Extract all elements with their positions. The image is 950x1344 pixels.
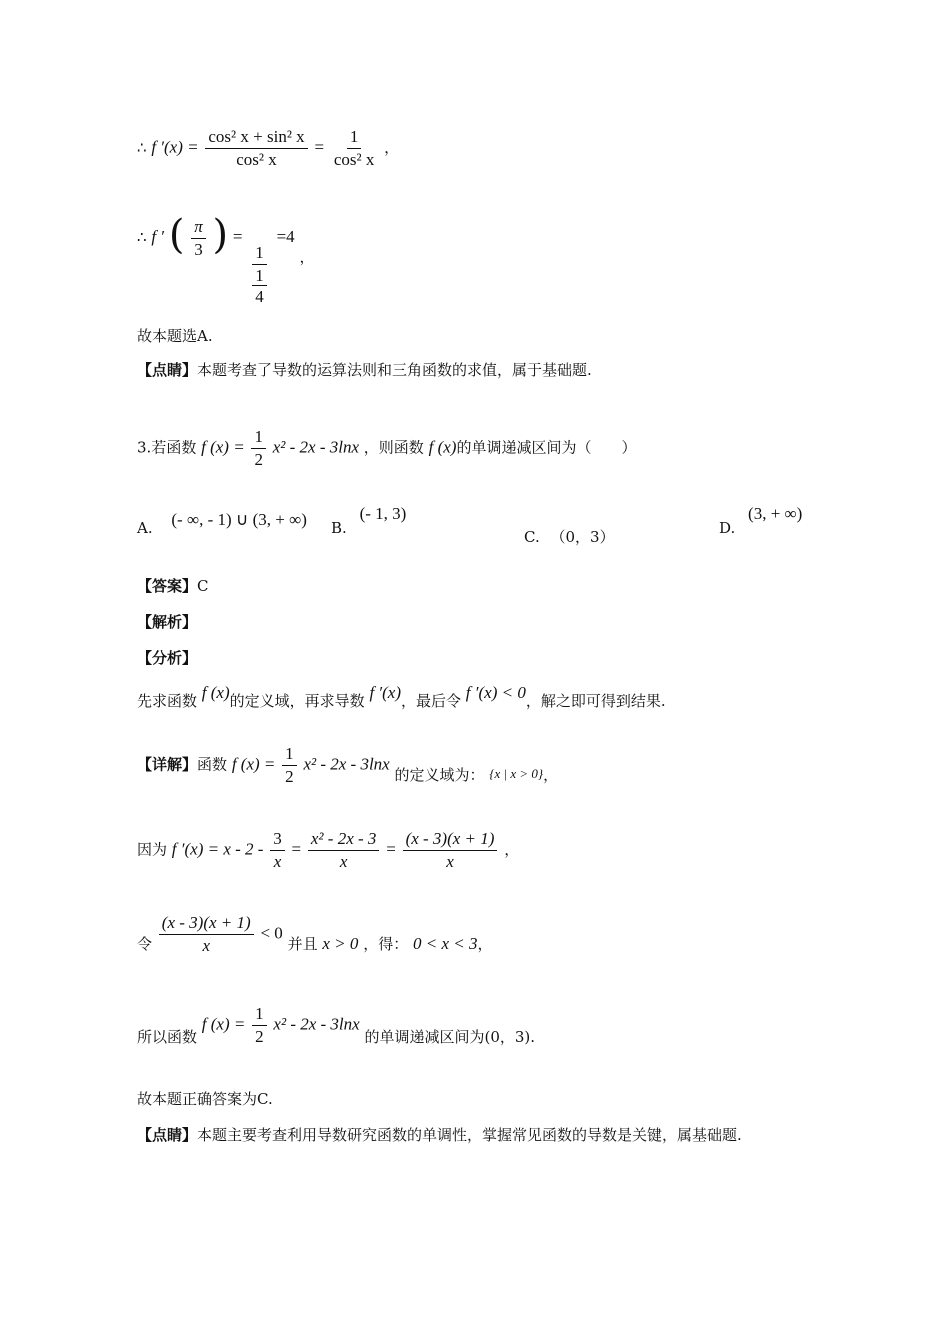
answer-value: C: [197, 577, 209, 595]
formula-lhs: f ′(x) =: [151, 137, 199, 157]
fraction-numerator: (x - 3)(x + 1): [159, 914, 254, 935]
therefore-symbol: ∴: [137, 138, 147, 157]
option-d[interactable]: [719, 504, 803, 538]
math-inequality: f ′(x) < 0: [465, 683, 526, 702]
equals-sign: =: [386, 839, 396, 859]
comment-text: 本题考查了导数的运算法则和三角函数的求值，属于基础题.: [197, 361, 592, 379]
function-rhs: x² - 2x - 3lnx: [272, 437, 360, 457]
comma: ，: [299, 248, 315, 266]
formula-derivative-general: [137, 128, 399, 169]
option-label: D.: [719, 519, 736, 537]
q2-comment: [137, 359, 592, 380]
text: 先求函数: [137, 692, 198, 710]
inequality: < 0: [260, 923, 283, 943]
inner-denominator: 4: [255, 287, 264, 306]
question-3: [137, 428, 636, 469]
text: 函数: [197, 755, 228, 774]
fraction-numerator: 1: [252, 1005, 267, 1026]
option-b[interactable]: [331, 504, 407, 538]
fraction: [403, 830, 498, 871]
answer-tag: 【答案】: [137, 577, 198, 595]
comma: ，: [384, 138, 400, 157]
option-label: C.: [524, 528, 540, 546]
question-number: 3.: [137, 438, 152, 457]
condition: x > 0: [322, 933, 359, 953]
fenxi-tag: 【分析】: [137, 649, 198, 667]
function-rhs: x² - 2x - 3lnx: [273, 1014, 360, 1034]
answer: [137, 575, 209, 596]
domain-set: {x | x > 0}: [489, 765, 544, 781]
fraction-numerator: (x - 3)(x + 1): [403, 830, 498, 851]
math-f: f (x): [201, 683, 230, 702]
derivative-lhs: f ′(x) = x - 2 -: [171, 839, 264, 859]
option-math: (3, + ∞): [748, 504, 803, 523]
text: 的定义域为：: [394, 765, 485, 784]
q3-comment: [137, 1124, 742, 1145]
math-fprime: f ′(x): [369, 683, 401, 702]
option-c[interactable]: [524, 526, 615, 547]
text: 令: [137, 934, 153, 953]
q2-conclusion: 故本题选A.: [137, 327, 213, 345]
comment-text: 本题主要考查利用导数研究函数的单调性，掌握常见函数的导数是关键，属基础题.: [197, 1126, 742, 1144]
result-range: 0 < x < 3: [412, 933, 478, 953]
inner-numerator: 1: [252, 267, 267, 286]
fraction-denominator: cos² x: [236, 150, 277, 169]
fraction-denominator: 3: [194, 239, 203, 259]
fraction-argument: [191, 218, 206, 259]
equals-sign: =: [314, 137, 325, 157]
comma: ，: [504, 840, 520, 859]
equals-sign: =: [291, 839, 302, 859]
equals-sign: =: [232, 227, 243, 246]
question-suffix: 的单调递减区间为（ ）: [456, 438, 637, 457]
fraction-half: [252, 1005, 267, 1046]
result-value: =4: [276, 227, 295, 246]
fraction-denominator: x: [446, 852, 454, 871]
fraction-denominator: 2: [255, 1027, 264, 1046]
fraction-half: [251, 428, 266, 469]
function-rhs: x² - 2x - 3lnx: [303, 754, 390, 774]
fraction: [308, 830, 380, 871]
detail-line-2: [137, 830, 519, 871]
option-math: (- ∞, - 1) ∪ (3, + ∞): [171, 510, 307, 529]
fraction: [270, 830, 285, 871]
function-lhs: f (x) =: [231, 754, 276, 774]
function-lhs: f (x) =: [201, 437, 245, 457]
left-paren: (: [168, 212, 185, 258]
text: ，最后令: [401, 692, 462, 710]
fraction-numerator: 1: [282, 745, 297, 766]
fraction-numerator: 1: [252, 244, 267, 265]
option-math: (- 1, 3): [359, 504, 407, 523]
fraction: [331, 128, 378, 169]
question-prefix: 若函数: [151, 438, 197, 457]
fraction-half: [282, 745, 297, 786]
detail-tag: 【详解】: [137, 755, 198, 774]
compound-fraction: [249, 244, 270, 306]
fraction-numerator: x² - 2x - 3: [308, 830, 380, 851]
option-label: B.: [331, 519, 347, 537]
detail-line-3: [137, 914, 493, 955]
fraction-denominator: 2: [285, 767, 294, 786]
analysis-tag: 【解析】: [137, 613, 198, 631]
function-symbol: f ′: [151, 227, 165, 246]
option-a[interactable]: [137, 510, 307, 538]
question-mid: ，则函数: [363, 438, 424, 457]
fenxi-line: [137, 683, 666, 711]
comment-tag: 【点睛】: [137, 361, 198, 379]
right-paren: ): [212, 212, 229, 258]
fraction-numerator: π: [191, 218, 206, 239]
therefore-symbol: ∴: [137, 228, 147, 246]
formula-derivative-value: [137, 212, 314, 306]
function-name: f (x): [428, 437, 457, 457]
text: 的单调递减区间为(0，3).: [364, 1027, 536, 1046]
option-label: A.: [137, 519, 153, 537]
detail-line-1: [137, 745, 558, 786]
detail-line-4: [137, 1005, 535, 1046]
fraction-denominator: cos² x: [333, 150, 375, 169]
text: 因为: [137, 840, 168, 859]
fraction-numerator: 1: [251, 428, 266, 449]
q3-conclusion: 故本题正确答案为C.: [137, 1090, 273, 1108]
text: 并且: [287, 934, 318, 953]
text: 的定义域，再求导数: [229, 692, 365, 710]
fraction-denominator: x: [273, 852, 282, 871]
text: ，: [543, 765, 559, 784]
fraction: [205, 128, 307, 169]
fraction-denominator: 2: [254, 450, 263, 469]
text: ，得：: [363, 934, 409, 953]
text: 所以函数: [137, 1027, 198, 1046]
function-lhs: f (x) =: [201, 1014, 246, 1034]
option-math: （0，3）: [550, 528, 615, 546]
fraction-numerator: 1: [347, 128, 362, 149]
fraction-denominator: x: [339, 852, 348, 871]
fraction-numerator: 3: [270, 830, 285, 851]
fraction-denominator: [249, 265, 270, 306]
fraction-numerator: cos² x + sin² x: [205, 128, 307, 149]
comment-tag: 【点睛】: [137, 1126, 198, 1144]
fraction-denominator: x: [202, 936, 210, 955]
fraction: [159, 914, 254, 955]
text: ，: [477, 934, 493, 953]
text: ，解之即可得到结果.: [525, 692, 666, 710]
